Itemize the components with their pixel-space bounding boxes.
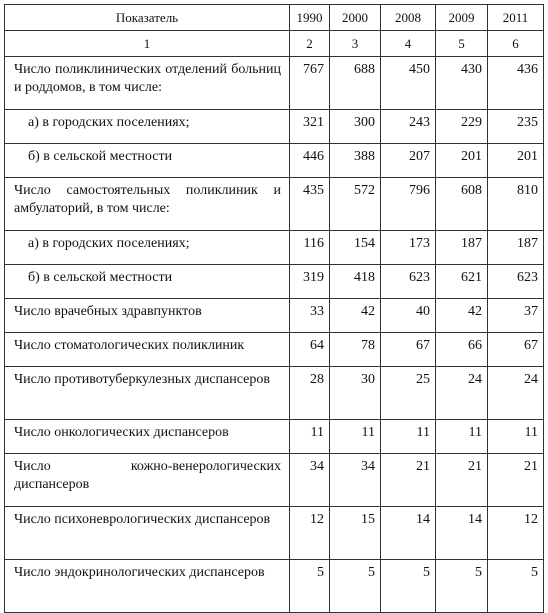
column-number: 1 xyxy=(5,31,290,57)
table-row xyxy=(5,420,544,454)
row-label: б) в сельской местности xyxy=(5,265,290,299)
table-row xyxy=(5,265,544,299)
row-value: 42 xyxy=(330,299,381,333)
row-label: Число стоматологических поликлиник xyxy=(5,333,290,367)
row-value: 67 xyxy=(488,333,544,367)
row-value: 173 xyxy=(381,231,436,265)
header-row xyxy=(5,5,544,31)
row-label: Число поликлинических отделений больниц и роддомов, в том числе: xyxy=(5,57,290,110)
table-row xyxy=(5,454,544,507)
column-number-row xyxy=(5,31,544,57)
row-value: 243 xyxy=(381,110,436,144)
row-value: 572 xyxy=(330,178,381,231)
row-value: 15 xyxy=(330,507,381,560)
row-value: 621 xyxy=(436,265,488,299)
table-row xyxy=(5,231,544,265)
row-label: Число врачебных здравпунктов xyxy=(5,299,290,333)
row-value: 12 xyxy=(290,507,330,560)
row-value: 24 xyxy=(488,367,544,420)
row-value: 21 xyxy=(381,454,436,507)
row-value: 388 xyxy=(330,144,381,178)
table-row xyxy=(5,560,544,613)
row-label: а) в городских поселениях; xyxy=(5,110,290,144)
column-header-year: 2008 xyxy=(381,5,436,31)
column-header-year: 2011 xyxy=(488,5,544,31)
row-value: 623 xyxy=(381,265,436,299)
row-value: 37 xyxy=(488,299,544,333)
row-value: 33 xyxy=(290,299,330,333)
row-value: 5 xyxy=(488,560,544,613)
row-value: 207 xyxy=(381,144,436,178)
row-value: 21 xyxy=(488,454,544,507)
row-value: 21 xyxy=(436,454,488,507)
row-value: 430 xyxy=(436,57,488,110)
table-row xyxy=(5,299,544,333)
row-value: 11 xyxy=(436,420,488,454)
row-value: 12 xyxy=(488,507,544,560)
row-value: 187 xyxy=(488,231,544,265)
table-body xyxy=(5,57,544,613)
row-value: 688 xyxy=(330,57,381,110)
row-value: 14 xyxy=(381,507,436,560)
column-number: 4 xyxy=(381,31,436,57)
row-value: 34 xyxy=(330,454,381,507)
row-value: 154 xyxy=(330,231,381,265)
row-value: 30 xyxy=(330,367,381,420)
table-row xyxy=(5,333,544,367)
row-value: 450 xyxy=(381,57,436,110)
row-label: Число самостоятельных поликлиник и амбулаторий, в том числе: xyxy=(5,178,290,231)
column-header-indicator: Показатель xyxy=(5,5,290,31)
row-value: 187 xyxy=(436,231,488,265)
column-header-year: 1990 xyxy=(290,5,330,31)
row-label: Число онкологических диспансеров xyxy=(5,420,290,454)
row-value: 767 xyxy=(290,57,330,110)
table-row xyxy=(5,110,544,144)
row-value: 11 xyxy=(330,420,381,454)
row-value: 24 xyxy=(436,367,488,420)
row-value: 5 xyxy=(381,560,436,613)
row-value: 235 xyxy=(488,110,544,144)
row-value: 11 xyxy=(381,420,436,454)
column-number: 3 xyxy=(330,31,381,57)
row-value: 66 xyxy=(436,333,488,367)
column-number: 2 xyxy=(290,31,330,57)
row-value: 40 xyxy=(381,299,436,333)
row-value: 300 xyxy=(330,110,381,144)
row-label: Число психоневрологических диспансеров xyxy=(5,507,290,560)
column-header-year: 2009 xyxy=(436,5,488,31)
row-label: Число кожно-венерологических диспансеров xyxy=(5,454,290,507)
row-value: 319 xyxy=(290,265,330,299)
row-value: 810 xyxy=(488,178,544,231)
row-value: 201 xyxy=(436,144,488,178)
row-label: Число противотуберкулезных диспансеров xyxy=(5,367,290,420)
row-value: 5 xyxy=(290,560,330,613)
column-number: 5 xyxy=(436,31,488,57)
row-value: 11 xyxy=(488,420,544,454)
row-value: 28 xyxy=(290,367,330,420)
row-value: 34 xyxy=(290,454,330,507)
row-value: 435 xyxy=(290,178,330,231)
row-value: 436 xyxy=(488,57,544,110)
row-value: 67 xyxy=(381,333,436,367)
row-value: 78 xyxy=(330,333,381,367)
row-value: 116 xyxy=(290,231,330,265)
row-value: 229 xyxy=(436,110,488,144)
row-value: 14 xyxy=(436,507,488,560)
row-value: 11 xyxy=(290,420,330,454)
column-header-year: 2000 xyxy=(330,5,381,31)
row-value: 623 xyxy=(488,265,544,299)
row-value: 418 xyxy=(330,265,381,299)
row-value: 321 xyxy=(290,110,330,144)
row-label: б) в сельской местности xyxy=(5,144,290,178)
row-label: а) в городских поселениях; xyxy=(5,231,290,265)
table-row xyxy=(5,367,544,420)
column-number: 6 xyxy=(488,31,544,57)
row-value: 42 xyxy=(436,299,488,333)
row-value: 796 xyxy=(381,178,436,231)
row-value: 5 xyxy=(436,560,488,613)
table-row xyxy=(5,178,544,231)
row-value: 446 xyxy=(290,144,330,178)
table-row xyxy=(5,57,544,110)
row-value: 5 xyxy=(330,560,381,613)
table-row xyxy=(5,507,544,560)
table-row xyxy=(5,144,544,178)
row-value: 25 xyxy=(381,367,436,420)
row-value: 201 xyxy=(488,144,544,178)
statistics-table xyxy=(4,4,544,613)
row-value: 608 xyxy=(436,178,488,231)
row-value: 64 xyxy=(290,333,330,367)
row-label: Число эндокринологических диспансеров xyxy=(5,560,290,613)
